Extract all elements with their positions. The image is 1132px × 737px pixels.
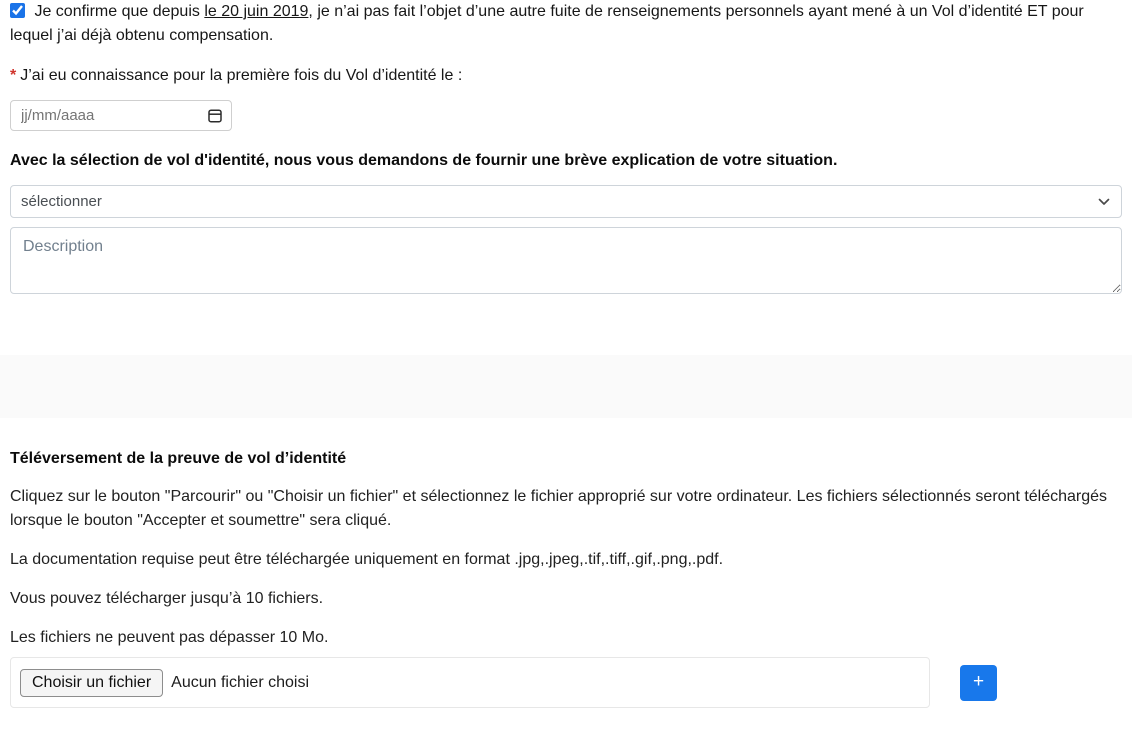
explanation-heading: Avec la sélection de vol d'identité, nous vous demandons de fournir une brève explication de votre situation.: [10, 152, 838, 169]
date-question-label: [10, 64, 1122, 88]
choose-file-button[interactable]: Choisir un fichier: [20, 669, 163, 697]
section-divider-band: [0, 355, 1132, 418]
confirmation-label: [10, 3, 1084, 44]
file-upload-row: [10, 657, 1122, 708]
confirmation-date-underlined: le 20 juin 2019: [204, 3, 309, 20]
file-input-container: [10, 657, 930, 708]
description-textarea[interactable]: [10, 227, 1122, 294]
confirmation-checkbox-row: [10, 0, 1084, 44]
confirmation-text-after: , je n’ai pas fait l’objet d’une autre fuite de renseignements personnels ayant mené à un Vol d’identité ET pour lequel j’ai déjà obtenu compensation.: [10, 3, 1084, 44]
upload-instructions: Cliquez sur le bouton "Parcourir" ou "Choisir un fichier" et sélectionnez le fichier approprié sur votre ordinateur. Les fichiers sélectionnés seront téléchargés lorsque le bouton "Accepter et soumettre" sera cliqué.: [10, 488, 1108, 529]
upload-heading: Téléversement de la preuve de vol d’identité: [10, 450, 347, 467]
no-file-chosen-text: Aucun fichier choisi: [171, 673, 309, 691]
form-section-identity-theft: [0, 0, 1132, 294]
explanation-select[interactable]: [10, 185, 1122, 218]
date-field-wrapper: [10, 100, 232, 131]
upload-formats-note: La documentation requise peut être téléchargée uniquement en format .jpg,.jpeg,.tif,.tiff,.gif,.png,.pdf.: [10, 551, 724, 568]
add-file-button[interactable]: +: [960, 665, 997, 701]
confirmation-checkbox[interactable]: [10, 3, 25, 18]
upload-max-size-note: Les fichiers ne peuvent pas dépasser 10 Mo.: [10, 629, 329, 646]
form-section-upload: [0, 447, 1132, 708]
date-input[interactable]: [10, 100, 232, 131]
required-asterisk: *: [10, 67, 17, 84]
explanation-select-wrapper: [10, 185, 1122, 218]
upload-max-files-note: Vous pouvez télécharger jusqu’à 10 fichiers.: [10, 590, 324, 607]
confirmation-text-before: Je confirme que depuis: [34, 3, 205, 20]
date-question-text: J’ai eu connaissance pour la première fois du Vol d’identité le :: [20, 67, 463, 84]
